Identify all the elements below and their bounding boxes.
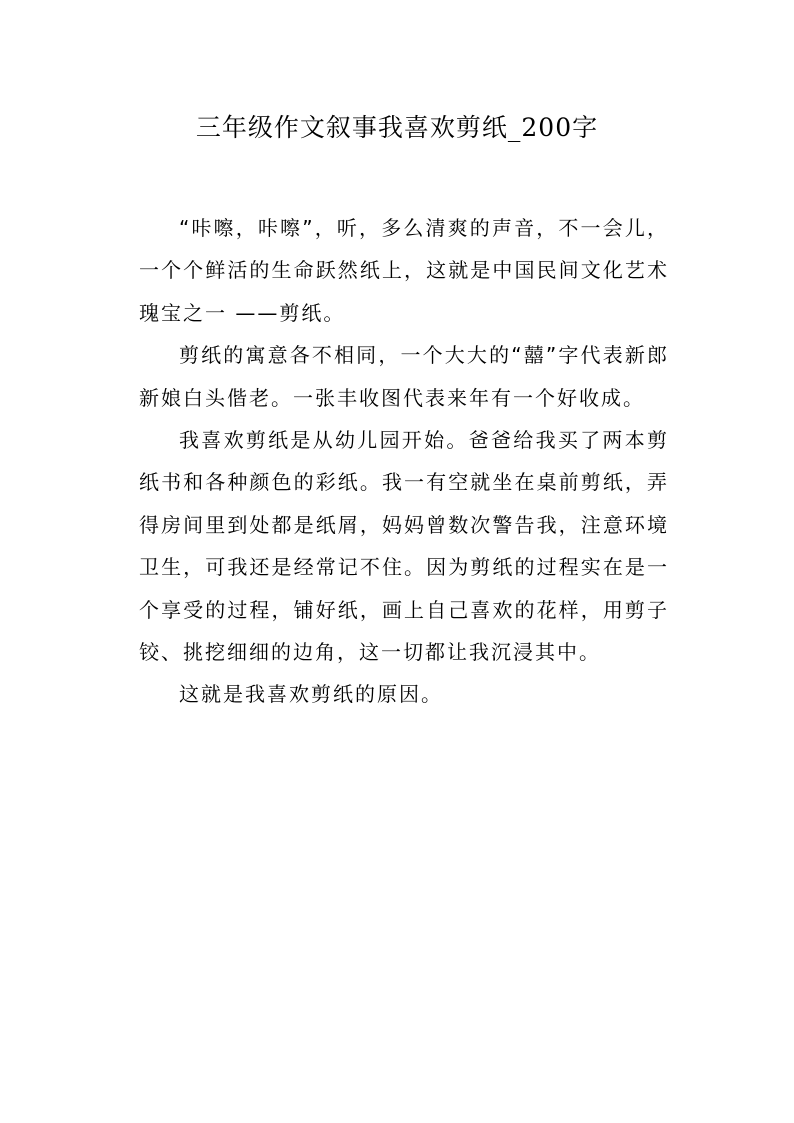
paragraph-3: 我喜欢剪纸是从幼儿园开始。爸爸给我买了两本剪纸书和各种颜色的彩纸。我一有空就坐在桌前剪纸，弄得房间里到处都是纸屑，妈妈曾数次警告我，注意环境卫生，可我还是经常记不住。因为剪纸的过程实在是一个享受的过程，铺好纸，画上自己喜欢的花样，用剪子铰、挑挖细细的边角，这一切都让我沉浸其中。 bbox=[139, 428, 669, 665]
paragraph-1: “咔嚓，咔嚓”，听，多么清爽的声音，不一会儿，一个个鲜活的生命跃然纸上，这就是中国民间文化艺术瑰宝之一 ——剪纸。 bbox=[139, 216, 669, 325]
document-body bbox=[139, 207, 669, 716]
document-title: 三年级作文叙事我喜欢剪纸_200字 bbox=[195, 113, 599, 142]
paragraph-4: 这就是我喜欢剪纸的原因。 bbox=[179, 682, 443, 707]
paragraph-2: 剪纸的寓意各不相同，一个大大的“囍”字代表新郎新娘白头偕老。一张丰收图代表来年有一个好收成。 bbox=[139, 343, 669, 410]
